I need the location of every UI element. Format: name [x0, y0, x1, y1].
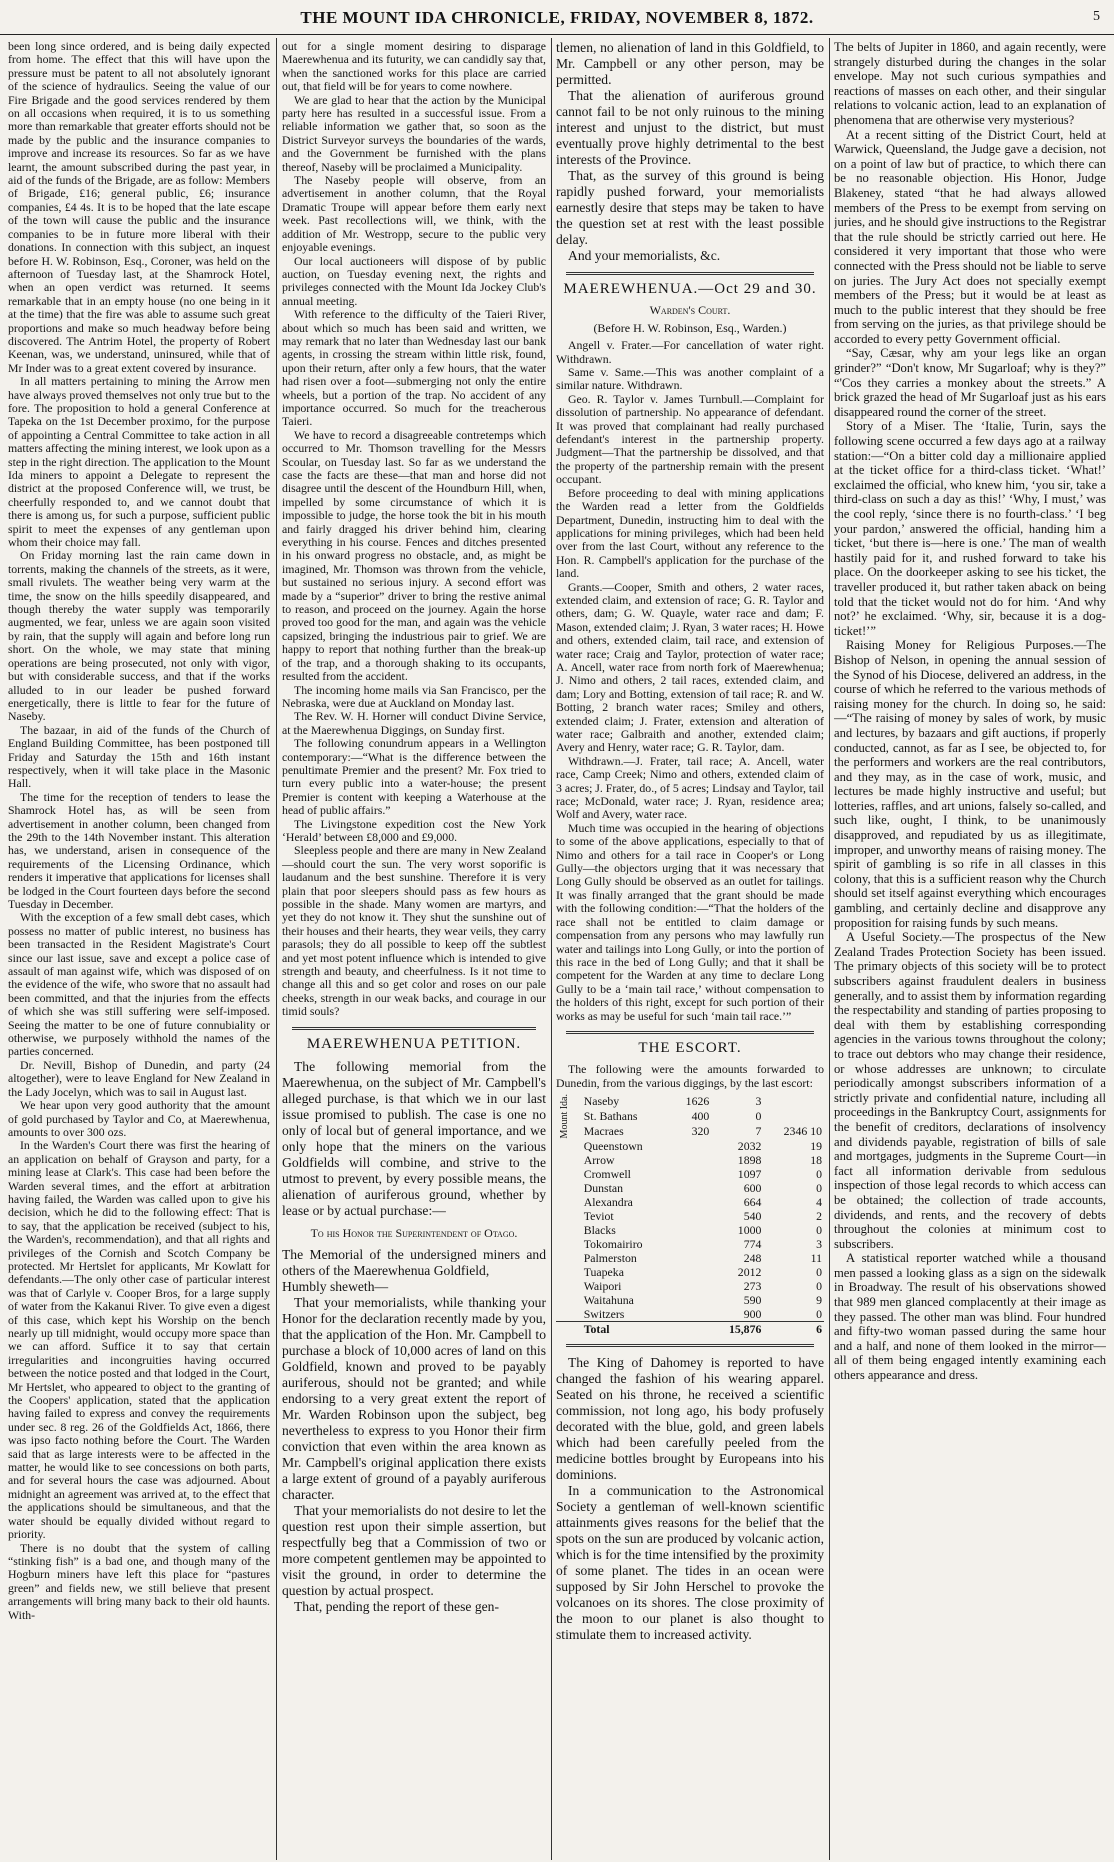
escort-oz: 1097 — [737, 1166, 762, 1181]
escort-dwt: 19 — [810, 1138, 822, 1153]
wardens-court-subheading: Warden's Court. — [649, 303, 731, 318]
column-rule — [551, 38, 552, 1860]
escort-total-oz: 15,876 — [711, 1321, 763, 1336]
court-paragraph: Much time was occupied in the hearing of objections to some of the above applications, especially to that of Nimo and others for a tail race in Cooper's or Long Gully—the objectors urging that it was necessary that Long Gully should be observed as an outlet for tailings. It was finally arranged that the grant should be made with the following condition:—“That the holders of the race shall not be entitled to claim damage or compensation from any persons who may lawfully run water and tailings into Long Gully, or into the portion of this race in the bed of Long Gully; and that it shall be competent for the Warden at any time to declare Long Gully to be a ‘main tail race,’ without compensation to the holders of this right, except for such portion of their works as may be useful for such ‘main tail race.’” — [556, 820, 824, 1023]
escort-dwt: 3 — [816, 1236, 822, 1251]
escort-place: Palmerston — [583, 1250, 637, 1265]
escort-total-label: Total — [582, 1321, 672, 1336]
escort-dwt: 4 — [816, 1194, 822, 1209]
petition-paragraph: That, pending the report of these gen- — [294, 1599, 499, 1615]
article-paragraph: A statistical reporter watched while a thousand men passed a looking glass as a sign on the sidewalk in Broadway. The result of his observations showed that 989 men glanced complacently at their image as they passed. The other man was blind. Four hundred and fifty-two woman passed during the same hour and a half, and none of them looked in the mirror—all of them being engaged intently examining each others appearance and dress. — [834, 1251, 1106, 1383]
table-row — [556, 1124, 824, 1139]
escort-dwt: 2 — [816, 1208, 822, 1223]
article-paragraph: Dr. Nevill, Bishop of Dunedin, and party (24 altogether), were to leave England for New Zealand in the Lady Jocelyn, which was to sail in August last. — [8, 1057, 270, 1099]
article-paragraph: out for a single moment desiring to disparage Maerewhenua and its futurity, we can candidly say that, when the sanctioned works for this place are carried out, that field will be for years to come nowhere. — [282, 40, 546, 94]
escort-dwt: 0 — [816, 1306, 822, 1321]
escort-place: Arrow — [583, 1152, 615, 1167]
escort-dwt: 3 — [755, 1094, 762, 1109]
section-divider — [566, 1031, 814, 1034]
escort-oz: 600 — [743, 1180, 762, 1195]
petition-paragraph: That your memorialists, while thanking your Honor for the declaration recently made by you, that the application of the Hon. Mr. Campbell to purchase a block of 10,000 acres of land on this Goldfield, known and proved to be payably auriferous, should not be granted; and while endorsing to a very great extent the report of Mr. Warden Robinson upon the subject, beg nevertheless to express to you Honor their firm conviction that even within the area known as Mr. Campbell's original application there exists a large extent of ground of a payably auriferous character. — [282, 1295, 546, 1503]
article-paragraph: We are glad to hear that the action by the Municipal party here has resulted in a successful issue. From a reliable information we gather that, so soon as the District Surveyor surveys the boundaries of the wards, and the Government be furnished with the plans thereof, Naseby will be proclaimed a Municipality. — [282, 92, 546, 174]
escort-oz: 900 — [743, 1306, 762, 1321]
wardens-court-heading: MAEREWHENUA.—Oct 29 and 30. — [563, 281, 817, 297]
escort-place: Tuapeka — [583, 1264, 624, 1279]
article-paragraph: With reference to the difficulty of the Taieri River, about which so much has been said and written, we may remark that no later than Wednesday last our bank agents, in crossing the stream within little risk, found, upon their return, after only a few hours, that the water had risen over a foot—submerging not only the entire wheels, but a portion of the trap. No accident of any importance occurred. So much for the treacherous Taieri. — [282, 307, 546, 429]
petition-paragraph: tlemen, no alienation of land in this Goldfield, to Mr. Campbell or any other person, may be permitted. — [556, 40, 824, 87]
table-row — [556, 1223, 824, 1237]
escort-place: St. Bathans — [583, 1108, 638, 1123]
article-paragraph: Sleepless people and there are many in New Zealand—should court the sun. The very worst soporific is laudanum and the best sunshine. Therefore it is very plain that poor sleepers should pass as few hours as possible in the shade. Many women are martyrs, and yet they do not know it. They shut the sunshine out of their houses and their hearts, they wear veils, they carry parasols; they do all possible to keep off the subtlest and yet most potent influence which is intended to give strength and beauty, and cheerfulness. Is it not time to change all this and so get color and roses on our pale cheeks, strength in our weak backs, and courage in our timid souls? — [282, 843, 546, 1019]
table-row — [556, 1181, 824, 1195]
escort-oz: 2012 — [737, 1264, 762, 1279]
article-paragraph: The following conundrum appears in a Wellington contemporary:—“What is the difference between the penultimate Premier and the present? Mr. Fox tried to turn every public into a water-house; the present Premier is content with keeping a Waterhouse at the head of public affairs.” — [282, 736, 546, 818]
escort-oz: 664 — [743, 1194, 762, 1209]
wardens-court-before: (Before H. W. Robinson, Esq., Warden.) — [593, 320, 787, 335]
petition-sheweth: Humbly sheweth— — [282, 1279, 389, 1295]
article-paragraph: There is no doubt that the system of calling “stinking fish” is a bad one, and though many of the Hogburn miners have left this place for “pastures green” and fields new, we still believe that present arrangements will bring many back to their old haunts. With- — [8, 1540, 270, 1622]
escort-dwt: 9 — [816, 1292, 822, 1307]
article-paragraph: The belts of Jupiter in 1860, and again recently, were strangely disturbed during the changes in the solar envelope. May not such curious sympathies and reactions of masses on each other, and their singular relations to volcanic action, lead to an explanation of phenomena that are otherwise very mysterious? — [834, 40, 1106, 127]
court-paragraph: Geo. R. Taylor v. James Turnbull.—Complaint for dissolution of partnership. No appearance of defendant. It was proved that complainant had really purchased defendant's interest in the partnership property. Judgment—That the partnership be dissolved, and that the property of the partnership remain with the present occupant. — [556, 391, 824, 487]
article-paragraph: With the exception of a few small debt cases, which possess no matter of public interest, no business has been transacted in the Resident Magistrate's Court since our last issue, save and except a police case of assault of man against wife, which was disposed of on the evidence of the wife, who swore that no assault had been committed, and that the injuries from the effects of which she was still suffering were self-imposed. Seeing the matter to be one of future connubiality or otherwise, we purposely withhold the names of the parties concerned. — [8, 910, 270, 1059]
escort-dwt: 0 — [816, 1264, 822, 1279]
article-paragraph: In the Warden's Court there was first the hearing of an application on behalf of Grayson and party, for a mining lease at Clark's. This case had been before the Warden several times, and the effort at arbitration having failed, the Warden was called upon to give his decision, which he did to the following effect: That is to say, that the application be received (subject to his, the Warden's, recommendation), and that all rights and privileges of the Cornish and Scotch Company be protected. Mr Hertslet for applicants, Mr Kowlatt for defendants.—The only other case of particular interest was that of Carlyle v. Cooper Bros, for a large supply of water from the Kakanui River. To give even a digest of this case, which kept his Worship on the bench nearly up till midnight, would occupy more space than we can afford. Suffice it to say that certain irregularities and incongruities having occurred between the notice posted and that lodged in the Court, Mr Hertslet, who appeared to object to the granting of the Coopers' application, stated that the application having failed to express and convey the requirements under sec. 8 reg. 26 of the Goldfields Act, 1866, there was ipso facto nothing before the Court. The Warden said that as large interests were to be affected in the matter, he would like to see concessions on both parts, and for several hours the case was adjourned. About midnight an agreement was arrived at, to the effect that the applications should be simultaneous, and that the water should be equally divided without regard to priority. — [8, 1138, 270, 1542]
section-divider — [566, 272, 814, 275]
escort-place: Switzers — [583, 1306, 625, 1321]
escort-place: Dunstan — [583, 1180, 624, 1195]
escort-oz: 590 — [743, 1292, 762, 1307]
article-paragraph: The Livingstone expedition cost the New York ‘Herald’ between £8,000 and £9,000. — [282, 816, 546, 844]
court-paragraph: Angell v. Frater.—For cancellation of water right. Withdrawn. — [556, 338, 824, 366]
escort-rows — [556, 1139, 824, 1322]
escort-oz: 248 — [743, 1250, 762, 1265]
column-2 — [282, 40, 546, 1858]
column-rule — [276, 38, 277, 1860]
escort-oz: 1898 — [737, 1152, 762, 1167]
escort-table — [556, 1094, 824, 1335]
table-row — [556, 1109, 824, 1124]
table-row — [556, 1237, 824, 1251]
article-paragraph: At a recent sitting of the District Court, held at Warwick, Queensland, the Judge gave a decision, not on a point of law but of practice, to which there can be no reasonable objection. His Honor, Judge Blakeney, stated “that he had always allowed members of the Press to be exempt from serving on juries, and he should give instructions to the Registrar that the rule should be strictly carried out here. He considered it very important that those who were connected with the Press should not be liable to serve on juries. The Jury Act does not specially exempt members of the Press; but it would be at least as much to the public interest that they should be free from serving on the juries, as that privilege should be accorded to every petty Government official. — [834, 127, 1106, 346]
page-number: 5 — [1093, 9, 1100, 24]
escort-oz: 400 — [691, 1108, 710, 1123]
group-label: Mount Ida. — [559, 1094, 570, 1139]
petition-signoff: And your memorialists, &c. — [568, 248, 721, 263]
page-header — [0, 0, 1114, 35]
petition-memorial-line: The Memorial of the undersigned miners and others of the Maerewhenua Goldfield, — [282, 1247, 546, 1279]
article-paragraph: The Naseby people will observe, from an advertisement in another column, that the Royal Dramatic Troupe will appear before them early next week. Past recollections will, we think, with the addition of Mr. Westropp, secure to the public very enjoyable evenings. — [282, 173, 546, 255]
petition-address: To his Honor the Superintendent of Otago. — [310, 1226, 518, 1241]
article-paragraph: “Say, Cæsar, why am your legs like an organ grinder?” “Don't know, Mr Sugarloaf; why is they?” “'Cos they carries a monkey about the streets.” A brick grazed the head of Mr Sugarloaf just as his ears disappeared round the corner of the street. — [834, 346, 1106, 419]
escort-dwt: 11 — [810, 1250, 822, 1265]
escort-place: Naseby — [583, 1094, 620, 1109]
escort-intro: The following were the amounts forwarded to Dunedin, from the various diggings, by the last escort: — [556, 1062, 824, 1090]
escort-place: Waipori — [583, 1278, 622, 1293]
table-row — [556, 1153, 824, 1167]
article-paragraph: We hear upon very good authority that the amount of gold purchased by Taylor and Co, at Maerewhenua, amounts to over 300 ozs. — [8, 1098, 270, 1139]
escort-place: Blacks — [583, 1222, 616, 1237]
escort-place: Alexandra — [583, 1194, 633, 1209]
court-paragraph: Grants.—Cooper, Smith and others, 2 water races, extended claim, and extension of race; G. R. Taylor and others, dam; G. W. Quayle, water race and dam; F. Mason, extended claim; J. Ryan, 3 water races; H. Howe and others, extended claim, tail race, and extension of water race; Craig and Taylor, protection of water race; A. Ancell, water race from north fork of Maerewhenua; J. Nimo and others, 2 tail races, extended claim, and dam; Lory and Botting, extension of tail race; R. and W. Botting, 2 branch water races; Smiley and others, extended claim; J. Frater, extension and alteration of water race; Galbraith and another, extended claim; Avery and Henry, water race; G. R. Taylor, dam. — [556, 579, 824, 755]
table-row — [556, 1251, 824, 1265]
escort-place: Waitahuna — [583, 1292, 634, 1307]
article-paragraph: We have to record a disagreeable contretemps which occurred to Mr. Thomson travelling for the Messrs Scoular, on Tuesday last. So far as we understand the case the facts are these—that man and horse did not disagree until the descent of the Houndburn Hill, when, impelled by some circumstance of which it is impossible to judge, the horse took the bit in his mouth and fairly dragged his driver behind him, clearing everything in his course. Fences and ditches presented in his onward progress no obstacle, and, as might be imagined, Mr. Thomson was thrown from the vehicle, but sustained no serious injury. A second effort was made by a “superior” driver to bring the restive animal to reason, and proceed on the journey. Again the horse proved too good for the man, and again was the vehicle capsized, bringing the industrious pair to grief. We are happy to report that nothing further than the break-up of the trap, and a thorough shaking to its occupants, resulted from the accident. — [282, 427, 546, 684]
escort-oz: 774 — [743, 1236, 762, 1251]
escort-oz: 320 — [691, 1123, 710, 1138]
escort-place: Tokomairiro — [583, 1236, 643, 1251]
section-divider — [292, 1027, 536, 1030]
petition-paragraph: That, as the survey of this ground is being rapidly pushed forward, your memorialists earnestly desire that steps may be taken to have the question set at rest with the least possible delay. — [556, 168, 824, 247]
petition-intro: The following memorial from the Maerewhenua, on the subject of Mr. Campbell's alleged purchase, is that which we in our last issue promised to publish. The case is one no only of local but of general importance, and we only hope that the miners on the various Goldfields will combine, and strive to the utmost to prevent, by every possible means, the alienation of auriferous ground, whether by lease or by actual purchase:— — [282, 1059, 546, 1219]
escort-place: Cromwell — [583, 1166, 631, 1181]
article-paragraph: On Friday morning last the rain came down in torrents, making the channels of the streets, as it were, small rivulets. The weather being very warm at the time, the snow on the hills speedily disappeared, and though thereby the water supply was temporarily augmented, we fear, unless we are again soon visited by rain, that the supply will again and before long run short. On the whole, we may state that mining operations are being prosecuted, not only with vigor, but with considerable success, and that if the works alluded to in our leader be pushed forward energetically, there is little to fear for the future of Naseby. — [8, 548, 270, 724]
table-row — [556, 1265, 824, 1279]
column-1 — [8, 40, 270, 1858]
column-rule — [829, 38, 830, 1860]
article-paragraph: The bazaar, in aid of the funds of the Church of England Building Committee, has been postponed till Friday and Saturday the 15th and 16th instant respectively, when it will take place in the Masonic Hall. — [8, 722, 270, 791]
escort-dwt: 0 — [816, 1166, 822, 1181]
article-paragraph: been long since ordered, and is being daily expected from home. The effect that this will have upon the pressure must be patent to all not absolutely ignorant of the science of hydraulics. Seeing the value of our Fire Brigade and the good services rendered by them on all occasions when required, it is to us something more than remarkable that greater efforts should not be made by the public and the insurance companies to improve and increase its resources. So far as we have learnt, the amount subscribed during the past year, in aid of the funds of the Brigade, are as follow: Members of Brigade, £16; general public, £6; insurance companies, £4 4s. It is to be hoped that the late escape of the town will cause the public and the insurance companies to be in future more liberal with their donations. In connection with this subject, an inquest before H. W. Robinson, Esq., Coroner, was held on the afternoon of Tuesday last, at the Shamrock Hotel, when an open verdict was returned. It seems remarkable that in an empty house (no one being in it at the time) that the fire was able to assume such great proportions and make so much headway before being discovered. The Antrim Hotel, the property of Robert Keenan, was, we understand, uninsured, while that of Mr Inder was to a great extent covered by insurance. — [8, 40, 270, 375]
table-row — [556, 1293, 824, 1307]
escort-dwt: 0 — [816, 1180, 822, 1195]
article-paragraph: The incoming home mails via San Francisco, per the Nebraska, were due at Auckland on Monday last. — [282, 682, 546, 710]
article-paragraph: The King of Dahomey is reported to have changed the fashion of his wearing apparel. Seated on his throne, he received a scientific commission, not long ago, his body profusely decorated with the blue, gold, and green labels which had been carefully peeled from the medicine bottles brought by Europeans into his dominions. — [556, 1354, 824, 1482]
article-paragraph: Story of a Miser. The ‘Italie, Turin, says the following scene occurred a few days ago at a railway station:—“On a bitter cold day a millionaire applied at the ticket office for a third-class ticket. ‘What!’ exclaimed the official, who knew him, ‘you sir, take a third-class on such a day as this!’ ‘Why, I must,’ was the cool reply, ‘since there is no fourth-class.’ ‘I beg your pardon,’ answered the official, handing him a ticket, ‘but there is—here is one.’ The man of wealth hastily paid for it, and rushed forward to take his place. On the doorkeeper asking to see his ticket, the traveller produced it, but rather taken aback on being told that the ticket would not do for him. ‘And why not?’ he exclaimed. ‘Why, sir, because it is a dog-ticket!’” — [834, 419, 1106, 638]
table-row — [556, 1167, 824, 1181]
column-4 — [834, 40, 1106, 1858]
escort-oz: 1000 — [737, 1222, 762, 1237]
article-paragraph: The Rev. W. H. Horner will conduct Divine Service, at the Maerewhenua Diggings, on Sunday first. — [282, 709, 546, 737]
article-paragraph: Our local auctioneers will dispose of by public auction, on Tuesday evening next, the rights and privileges connected with the Mount Ida Jockey Club's annual meeting. — [282, 253, 546, 308]
table-row — [556, 1094, 824, 1109]
escort-dwt: 18 — [810, 1152, 822, 1167]
escort-oz: 1626 — [685, 1094, 710, 1109]
escort-group — [556, 1094, 824, 1138]
escort-heading: THE ESCORT. — [638, 1039, 742, 1056]
article-paragraph: In all matters pertaining to mining the Arrow men have always proved themselves not only true but to the fore. The proposition to hold a general Conference at Tapeka on the 1st December proximo, for the purpose of appointing a Central Committee to take action in all matters affecting the mining interest, we look upon as a step in the right direction. The application to the Mount Ida miners to appoint a Delegate to represent the district at the proposed Conference will, we trust, be cheerfully responded to, and we cannot doubt that there is among us, for such a purpose, sufficient public spirit to meet the expenses of any gentleman upon whom their choice may fall. — [8, 374, 270, 550]
petition-paragraph: That your memorialists do not desire to let the question rest upon their simple assertion, but respectfully beg that a Commission of two or more competent gentlemen may be appointed to visit the ground, in order to determine the question by actual prospect. — [282, 1503, 546, 1599]
escort-place: Macraes — [583, 1123, 624, 1138]
escort-total-row — [556, 1321, 824, 1336]
escort-dwt: 0 — [816, 1222, 822, 1237]
masthead-title: THE MOUNT IDA CHRONICLE, FRIDAY, NOVEMBER 8, 1872. — [300, 8, 814, 27]
table-row — [556, 1307, 824, 1322]
column-3 — [556, 40, 824, 1858]
court-paragraph: Withdrawn.—J. Frater, tail race; A. Ancell, water race, Camp Creek; Nimo and others, extended claim of 3 acres; J. Frater, do., of 5 acres; Lindsay and Taylor, tail race; McDonald, water race; J. Ryan, residence area; Wolf and Avery, water race. — [556, 753, 824, 822]
escort-place: Queenstown — [583, 1138, 643, 1153]
court-paragraph: Before proceeding to deal with mining applications the Warden read a letter from the Goldfields Department, Dunedin, instructing him to deal with the applications for mining privileges, which had been held over from the last Court, without any reference to the Hon. R. Campbell's application for the purchase of the land. — [556, 485, 824, 581]
table-row — [556, 1209, 824, 1223]
escort-total-dwt: 6 — [763, 1321, 824, 1336]
escort-dwt: 0 — [755, 1108, 762, 1123]
escort-oz: 273 — [743, 1278, 762, 1293]
table-row — [556, 1139, 824, 1153]
escort-oz: 2032 — [737, 1138, 762, 1153]
table-row — [556, 1195, 824, 1209]
escort-place: Teviot — [583, 1208, 614, 1223]
petition-heading: MAEREWHENUA PETITION. — [306, 1035, 522, 1052]
escort-dwt: 0 — [816, 1278, 822, 1293]
escort-group-total: 2346 10 — [783, 1123, 822, 1138]
petition-paragraph: That the alienation of auriferous ground cannot fail to be not only ruinous to the mining interest and unjust to the district, but must eventually prove highly detrimental to the best interests of the Province. — [556, 88, 824, 167]
escort-oz: 540 — [743, 1208, 762, 1223]
article-paragraph: In a communication to the Astronomical Society a gentleman of well-known scientific attainments gives reasons for the belief that the spots on the sun are produced by volcanic action, which is for the time intensified by the proximity of some planet. The tides in an ocean were supposed by Sir John Herschel to provoke the volcanoes on its shores. The close proximity of the moon to our planet is also thought to stimulate them to increased activity. — [556, 1482, 824, 1642]
section-divider — [566, 1344, 814, 1347]
article-paragraph: Raising Money for Religious Purposes.—The Bishop of Nelson, in opening the annual session of the Synod of his Diocese, delivered an address, in the course of which he referred to the various methods of raising money for the church. In doing so, he said:—“The raising of money by sales of work, by music and lectures, by bazaars and gift auctions, if properly conducted, cannot, as far as I see, be objected to, for the performers and workers are the real contributors, and they may, as in the case of work, music, and lectures be made highly instructive and useful; but lotteries, raffles, and art unions, falsely so-called, and such like, ought, I think, to be unanimously disapproved, and repudiated by us as illegitimate, improper, and unworthy means of raising money. The spirit of gambling is so rife in all classes in this colony, that this is a sufficient reason why the Church should set itself against everything which encourages gambling, and certainly decline and disapprove any proposition for raising funds by such means. — [834, 638, 1106, 930]
escort-dwt: 7 — [755, 1123, 762, 1138]
court-paragraph: Same v. Same.—This was another complaint of a similar nature. Withdrawn. — [556, 365, 824, 393]
article-paragraph: A Useful Society.—The prospectus of the New Zealand Trades Protection Society has been issued. The primary objects of this society will be to protect subscribers against fraudulent dealers in business generally, and to assist them by information regarding the respectability and standing of parties proposing to deal with them by establishing corresponding agencies in the various towns throughout the colony; to trace out debtors who may change their residence, or whose addresses are unknown; to circulate periodically amongst subscribers information of a strictly private and confidential nature, including all proceedings in the Bankruptcy Court, assignments for the benefit of creditors, declarations of insolvency and dividends payable, registration of bills of sale and mortgages, judgments in the Supreme Court—in fact all information derivable from sedulous inspection of those legal records to which access can be obtained; the collection of trade accounts, dividends, and rents, and the recovery of debts throughout the colonies at minimum cost to subscribers. — [834, 930, 1106, 1251]
article-paragraph: The time for the reception of tenders to lease the Shamrock Hotel has, as will be seen from advertisement in another column, been changed from the 29th to the 14th November instant. This alteration has, we understand, arisen in consequence of the requirements of the Licensing Ordinance, which renders it imperative that applications for licenses shall be lodged in the Court fourteen days before the second Tuesday in December. — [8, 789, 270, 911]
table-row — [556, 1279, 824, 1293]
